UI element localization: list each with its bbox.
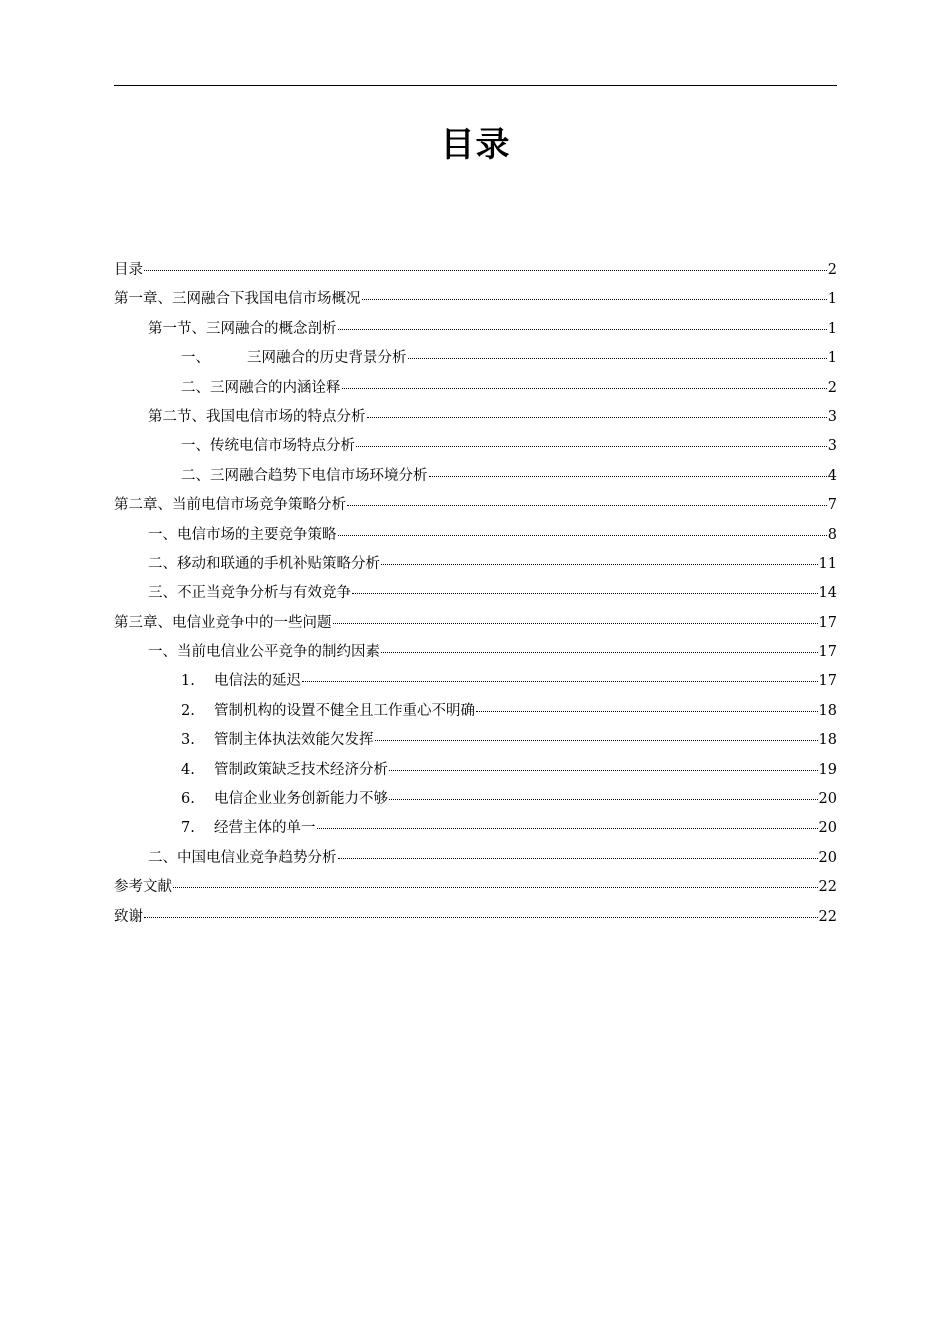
toc-entry[interactable] [114,491,837,520]
toc-entry[interactable] [114,697,837,726]
toc-entry[interactable] [114,285,837,314]
toc-entry-page-number: 17 [818,614,837,631]
toc-dot-leader [333,623,818,624]
toc-entry-page-number: 3 [827,438,837,455]
toc-entry[interactable] [114,873,837,902]
toc-dot-leader [356,446,827,447]
toc-entry-page-number: 2 [827,262,837,278]
toc-entry-number: 一、 [181,350,210,367]
toc-dot-leader [362,299,827,300]
toc-entry-page-number: 20 [818,849,837,866]
toc-entry[interactable] [114,344,837,373]
toc-dot-leader [389,799,818,800]
toc-entry-label: 第一节、三网融合的概念剖析 [148,320,337,337]
toc-entry-label: 一、传统电信市场特点分析 [181,438,355,455]
toc-entry-page-number: 18 [818,732,837,749]
toc-dot-leader [381,652,818,653]
toc-entry-label: 第三章、电信业竞争中的一些问题 [114,614,332,631]
toc-entry[interactable] [114,550,837,579]
toc-entry-number: 1. [181,673,195,690]
toc-entry-label: 第二章、当前电信市场竞争策略分析 [114,497,346,514]
toc-entry-label: 第二节、我国电信市场的特点分析 [148,408,366,425]
toc-entry-label: 电信法的延迟 [214,673,301,690]
toc-entry[interactable] [114,609,837,638]
toc-entry-page-number: 4 [827,467,837,484]
toc-entry-page-number: 14 [818,585,837,602]
toc-entry-number: 4. [181,761,195,778]
toc-entry[interactable] [114,403,837,432]
toc-dot-leader [144,270,827,271]
toc-entry-label: 一、当前电信业公平竞争的制约因素 [148,644,380,661]
table-of-contents [114,256,837,932]
toc-entry-label: 经营主体的单一 [214,820,316,837]
toc-entry-page-number: 1 [827,320,837,337]
toc-entry-label: 三、不正当竞争分析与有效竞争 [148,585,351,602]
toc-dot-leader [347,505,827,506]
toc-dot-leader [429,476,827,477]
toc-entry-label: 管制主体执法效能欠发挥 [214,732,374,749]
toc-dot-leader [338,329,827,330]
toc-entry-label: 致谢 [114,908,143,925]
toc-entry-label: 参考文献 [114,879,172,896]
toc-entry[interactable] [114,844,837,873]
toc-dot-leader [302,681,818,682]
toc-dot-leader [367,417,827,418]
toc-dot-leader [144,917,818,918]
toc-entry-number: 2. [181,702,195,719]
toc-dot-leader [381,564,818,565]
toc-entry-page-number: 1 [827,291,837,308]
page-title: 目录 [440,125,511,165]
toc-entry-number: 7. [181,820,195,837]
toc-entry-label: 二、中国电信业竞争趋势分析 [148,849,337,866]
toc-entry-number: 3. [181,732,195,749]
toc-entry[interactable] [114,579,837,608]
toc-entry-label: 二、移动和联通的手机补贴策略分析 [148,555,380,572]
toc-entry-page-number: 20 [818,791,837,808]
toc-dot-leader [375,740,818,741]
toc-entry[interactable] [114,432,837,461]
toc-entry-label: 管制机构的设置不健全且工作重心不明确 [214,702,475,719]
toc-entry-label: 一、电信市场的主要竞争策略 [148,526,337,543]
toc-entry-label: 三网融合的历史背景分析 [247,350,407,367]
toc-dot-leader [338,858,818,859]
toc-entry-page-number: 22 [818,879,837,896]
toc-entry-page-number: 7 [827,497,837,514]
toc-dot-leader [352,593,818,594]
toc-entry-page-number: 19 [818,761,837,778]
toc-entry-page-number: 8 [827,526,837,543]
toc-entry[interactable] [114,785,837,814]
toc-entry[interactable] [114,667,837,696]
toc-entry[interactable] [114,903,837,932]
header-rule [114,85,837,86]
toc-entry-label: 电信企业业务创新能力不够 [214,791,388,808]
toc-dot-leader [389,770,818,771]
toc-entry-label: 管制政策缺乏技术经济分析 [214,761,388,778]
toc-entry-label: 二、三网融合的内涵诠释 [181,379,341,396]
toc-entry[interactable] [114,374,837,403]
toc-entry-page-number: 20 [818,820,837,837]
toc-entry[interactable] [114,638,837,667]
toc-entry-page-number: 1 [827,350,837,367]
toc-entry-label: 目录 [114,262,143,278]
toc-entry-page-number: 17 [818,644,837,661]
toc-dot-leader [173,887,818,888]
toc-dot-leader [317,828,818,829]
toc-entry-label: 二、三网融合趋势下电信市场环境分析 [181,467,428,484]
toc-entry-page-number: 22 [818,908,837,925]
toc-entry-page-number: 17 [818,673,837,690]
toc-entry[interactable] [114,756,837,785]
toc-entry-page-number: 18 [818,702,837,719]
toc-entry[interactable] [114,315,837,344]
toc-entry-number: 6. [181,791,195,808]
toc-entry[interactable] [114,521,837,550]
toc-entry-label: 第一章、三网融合下我国电信市场概况 [114,291,361,308]
toc-dot-leader [476,711,818,712]
toc-entry[interactable] [114,462,837,491]
toc-entry[interactable] [114,256,837,285]
toc-dot-leader [338,535,827,536]
toc-entry-page-number: 3 [827,408,837,425]
toc-entry[interactable] [114,814,837,843]
toc-dot-leader [342,388,827,389]
toc-entry-page-number: 2 [827,379,837,396]
toc-entry-page-number: 11 [818,555,837,572]
toc-entry[interactable] [114,726,837,755]
toc-dot-leader [408,358,827,359]
